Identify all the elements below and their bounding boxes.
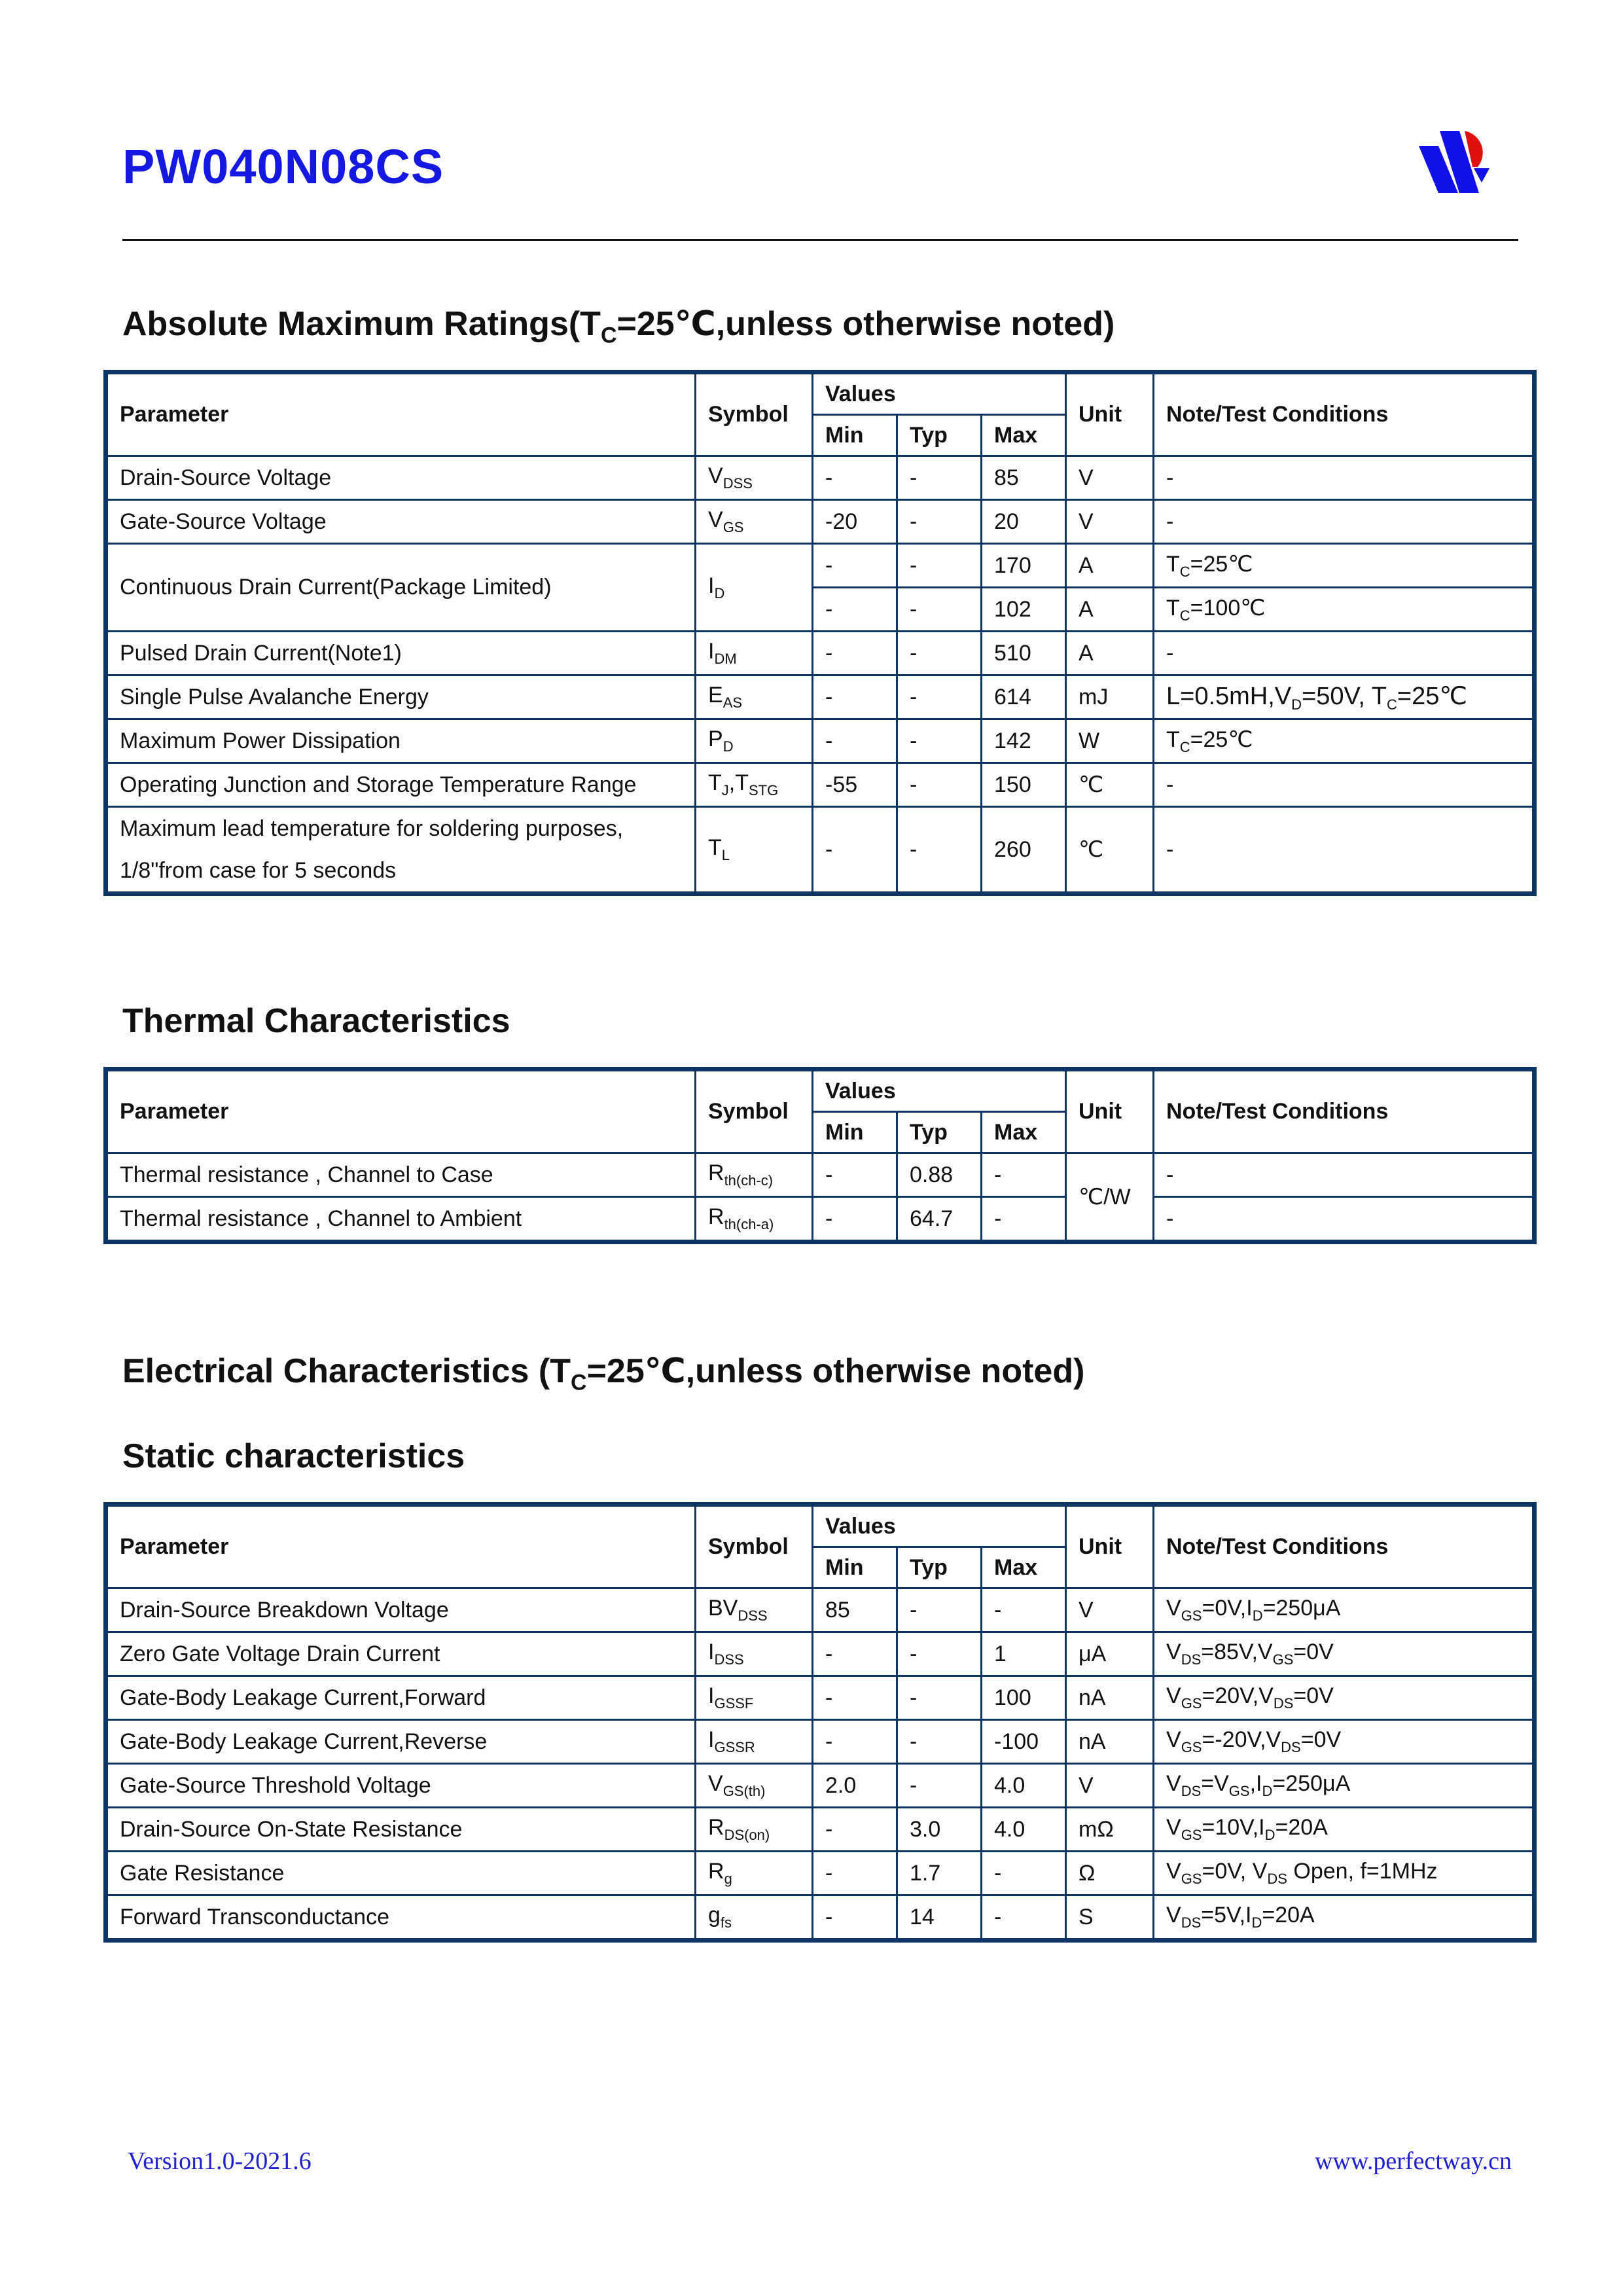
- table-row: Zero Gate Voltage Drain Current $I_{DSS}$ - - 1 μA $V_{DS}=85V,V_{GS}=0V$: [106, 1632, 1535, 1676]
- table-row: Forward Transconductance $g_{fs}$ - 14 - S $V_{DS}=5V,I_D=20A$: [106, 1895, 1535, 1941]
- thermal-heading: Thermal Characteristics: [122, 1002, 510, 1040]
- table-row: Continuous Drain Current(Package Limited) $I_D$ - - 170 A $T_C=25℃$: [106, 544, 1535, 588]
- col-max: Max: [982, 415, 1066, 456]
- col-values: Values: [813, 372, 1066, 415]
- col-unit: Unit: [1066, 372, 1154, 456]
- table-row: Drain-Source Breakdown Voltage $BV_{DSS}$ 85 - - V $V_{GS}=0V,I_D=250\mu A$: [106, 1588, 1535, 1632]
- table-row: Thermal resistance , Channel to Case $R_{th(ch-c)}$ - 0.88 - ℃/W -: [106, 1153, 1535, 1197]
- static-heading: Static characteristics: [122, 1437, 465, 1475]
- electrical-heading: Electrical Characteristics ($T_C=25℃,unless$ otherwise noted): [122, 1352, 1085, 1395]
- part-number-title: PW040N08CS: [122, 139, 444, 194]
- abs-max-heading: Absolute Maximum $Ratings(T_C=25℃,unless$ otherwise noted): [122, 305, 1115, 348]
- table-row: Thermal resistance , Channel to Ambient $R_{th(ch-a)}$ - 64.7 - -: [106, 1197, 1535, 1242]
- col-parameter: Parameter: [106, 372, 696, 456]
- footer-version: Version1.0-2021.6: [128, 2147, 312, 2175]
- table-row: Operating Junction and Storage Temperature Range $T_J,T_{STG}$ -55 - 150 ℃ -: [106, 763, 1535, 807]
- thermal-unit: ℃/W: [1066, 1153, 1154, 1242]
- table-row: Maximum lead temperature for soldering purposes, 1/8"from case for 5 seconds $T_L$ - - 260 ℃ -: [106, 807, 1535, 894]
- table-row: - - 102 A $T_C=100℃$: [106, 588, 1535, 632]
- table-row: Single Pulse Avalanche Energy $E_{AS}$ - - 614 mJ $L=0.5mH,V_D=50V$, $T_C=25℃$: [106, 675, 1535, 719]
- table-row: Gate-Body Leakage Current,Forward $I_{GSSF}$ - - 100 nA $V_{GS}=20V,V_{DS}=0V$: [106, 1676, 1535, 1720]
- table-row: Gate-Source Voltage $V_{GS}$ -20 - 20 V -: [106, 500, 1535, 544]
- perfectway-logo-icon: [1414, 128, 1499, 200]
- table-row: Pulsed Drain Current(Note1) $I_{DM}$ - - 510 A -: [106, 632, 1535, 675]
- static-table: Parameter Symbol Values Unit Note/Test Conditions Min Typ Max Drain-Source Breakdown Voltage $BV_{DSS}$ 85 - - V $V_{GS}=0V,I_D=250\mu A$ Zero Gate Voltage Drain Current $I_{DSS}$ - - 1 μA $V_{DS}=85V,V_{GS}=0V$ Gate-Body Leakage Current,Forward $I_{GSSF}$ - - 100 nA $V_{GS}=20V,V_{DS}=0V$ Gate-Body Leakage Current,Reverse $I_{GSSR}$ - - -100 nA $V_{GS}=-20V,V_{DS}=0V$ Gate-Source Threshold Voltage $V_{GS(th)}$ 2.0 - 4.0 V $V_{DS}=V_{GS},I_D=250\mu A$ Drain-Source On-State Resistance $R_{DS(on)}$ - 3.0 4.0 mΩ $V_{GS}=10V,I_D=20A$ Gate Resistance $R_g$ - 1.7 - Ω $V_{GS}=0V$, $V_{DS}$ Open, f=1MHz Forward Transconductance $g_{fs}$ - 14 - S $V_{DS}=5V,I_D=20A$: [103, 1502, 1537, 1943]
- abs-max-table: [103, 370, 1537, 896]
- table-row: Drain-Source On-State Resistance $R_{DS(on)}$ - 3.0 4.0 mΩ $V_{GS}=10V,I_D=20A$: [106, 1808, 1535, 1852]
- col-min: Min: [813, 415, 897, 456]
- col-symbol: Symbol: [696, 372, 813, 456]
- table-row: Gate Resistance $R_g$ - 1.7 - Ω $V_{GS}=0V$, $V_{DS}$ Open, f=1MHz: [106, 1852, 1535, 1895]
- table-row: Maximum Power Dissipation $P_D$ - - 142 W $T_C=25℃$: [106, 719, 1535, 763]
- footer-website[interactable]: www.perfectway.cn: [1314, 2147, 1512, 2175]
- table-row: Gate-Body Leakage Current,Reverse $I_{GSSR}$ - - -100 nA $V_{GS}=-20V,V_{DS}=0V$: [106, 1720, 1535, 1764]
- header-divider: [122, 239, 1518, 241]
- col-typ: Typ: [897, 415, 982, 456]
- col-notes: Note/Test Conditions: [1154, 372, 1535, 456]
- table-row: Gate-Source Threshold Voltage $V_{GS(th)}$ 2.0 - 4.0 V $V_{DS}=V_{GS},I_D=250\mu A$: [106, 1764, 1535, 1808]
- table-row: Drain-Source Voltage $V_{DSS}$ - - 85 V -: [106, 456, 1535, 500]
- thermal-table: Parameter Symbol Values Unit Note/Test Conditions Min Typ Max Thermal resistance , Channel to Case $R_{th(ch-c)}$ - 0.88 - ℃/W - Thermal resistance , Channel to Ambient $R_{th(ch-a)}$ - 64.7 - -: [103, 1067, 1537, 1244]
